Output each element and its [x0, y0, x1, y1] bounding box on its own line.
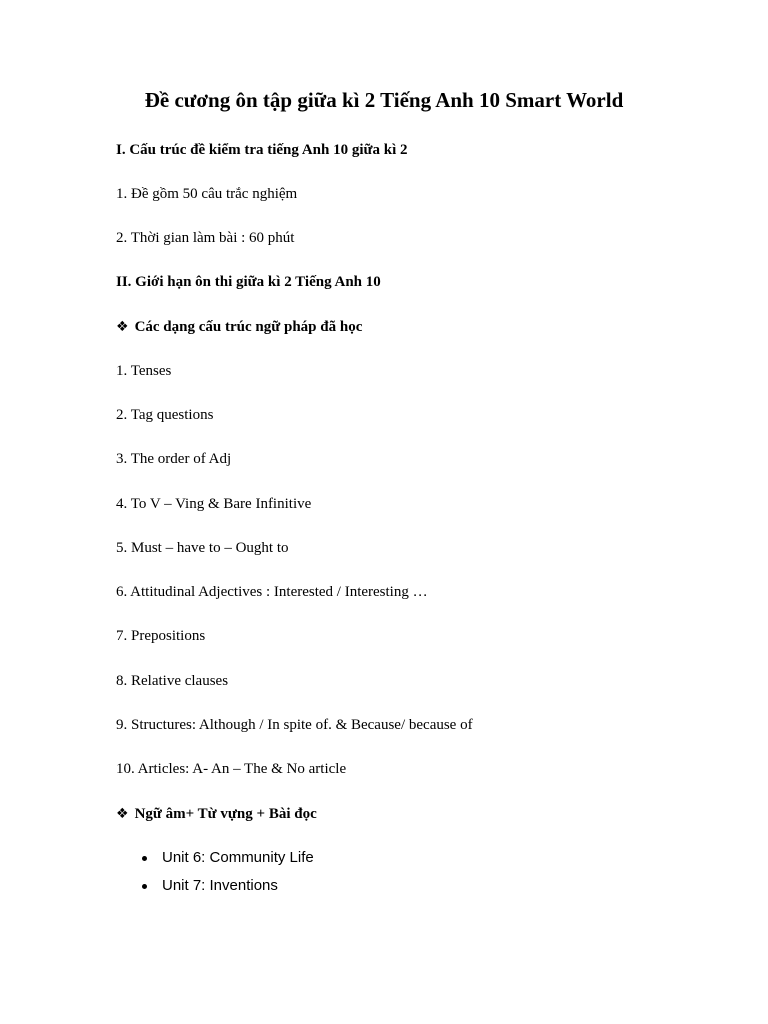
grammar-item: 9. Structures: Although / In spite of. & Because/ because of	[116, 717, 473, 733]
grammar-item: 2. Tag questions	[116, 407, 214, 423]
section1-heading: I. Cấu trúc đề kiểm tra tiếng Anh 10 giữa kì 2	[116, 142, 408, 158]
vocab-heading	[116, 804, 317, 824]
grammar-item: 8. Relative clauses	[116, 673, 229, 689]
list-item	[136, 876, 314, 904]
section2-heading: II. Giới hạn ôn thi giữa kì 2 Tiếng Anh 10	[116, 274, 381, 290]
grammar-item: 7. Prepositions	[116, 628, 206, 644]
list-item	[136, 848, 314, 876]
grammar-item: 10. Articles: A- An – The & No article	[116, 761, 347, 777]
grammar-heading-label: Các dạng cấu trúc ngữ pháp đã học	[134, 319, 363, 335]
unit-label: Unit 6: Community Life	[162, 849, 314, 866]
diamond-bullet-icon: ❖	[116, 319, 129, 335]
section1-item: 1. Đề gồm 50 câu trắc nghiệm	[116, 186, 298, 202]
bullet-dot-icon	[142, 856, 147, 861]
bullet-dot-icon	[142, 884, 147, 889]
section1-item: 2. Thời gian làm bài : 60 phút	[116, 230, 295, 246]
grammar-item: 5. Must – have to – Ought to	[116, 540, 289, 556]
unit-list	[136, 848, 314, 904]
page-title: Đề cương ôn tập giữa kì 2 Tiếng Anh 10 Smart World	[144, 88, 624, 112]
grammar-item: 1. Tenses	[116, 363, 172, 379]
grammar-item: 6. Attitudinal Adjectives : Interested / Interesting …	[116, 584, 428, 600]
vocab-heading-label: Ngữ âm+ Từ vựng + Bài đọc	[134, 806, 317, 822]
grammar-heading	[116, 317, 362, 337]
grammar-item: 4. To V – Ving & Bare Infinitive	[116, 496, 312, 512]
grammar-item: 3. The order of Adj	[116, 451, 232, 467]
unit-label: Unit 7: Inventions	[162, 877, 278, 894]
diamond-bullet-icon: ❖	[116, 806, 129, 822]
